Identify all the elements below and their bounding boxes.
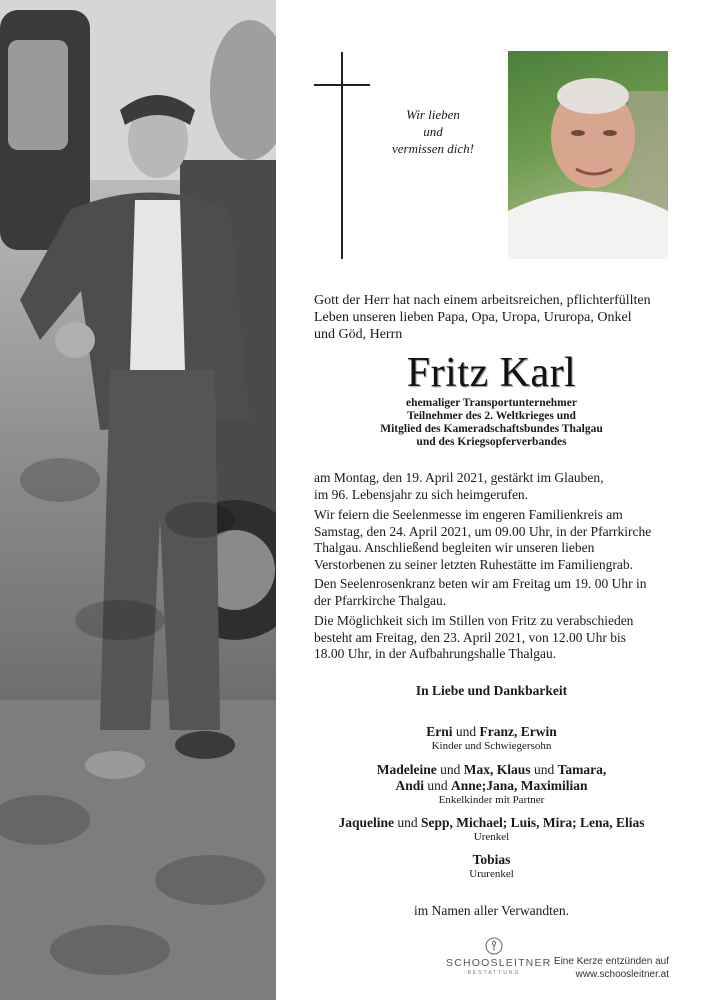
family-names: Andi [395, 778, 424, 793]
death-notice [314, 470, 669, 503]
family-caption: Ururenkel [469, 868, 514, 880]
family-caption: Kinder und Schwiegersohn [431, 740, 552, 752]
family-names: Tamara, [557, 762, 607, 777]
quote-line: und [423, 124, 443, 139]
quote-line: vermissen dich! [392, 141, 474, 156]
mass-line: Verstorbenen zu seiner letzten Ruhestätte im Familiengrab. [314, 556, 634, 572]
mass-line: Wir feiern die Seelenmesse im engeren Familienkreis am [314, 507, 623, 522]
family-group-great-grandchildren [310, 815, 673, 844]
farewell-line: besteht am Freitag, den 23. April 2021, von 12.00 Uhr bis [314, 629, 626, 645]
rosary-notice [314, 576, 669, 609]
family-names: Sepp, Michael; Luis, Mira; Lena, Elias [421, 815, 645, 830]
family-connector: und [530, 762, 558, 777]
family-group-grandchildren [310, 762, 673, 807]
mass-line: Thalgau. Anschließend begleiten wir unseren lieben [314, 540, 595, 555]
role-line: Mitglied des Kameradschaftsbundes Thalgau [380, 423, 603, 435]
family-names: Tobias [472, 852, 511, 867]
farewell-line: Die Möglichkeit sich im Stillen von Fritz zu verabschieden [314, 613, 634, 628]
family-connector: und [424, 778, 451, 793]
family-names: Jaqueline [338, 815, 394, 830]
farewell-notice [314, 613, 669, 663]
intro-line: Leben unseren lieben Papa, Opa, Uropa, Ururopa, Onkel [314, 310, 632, 325]
quote-line: Wir lieben [406, 107, 460, 122]
candle-link[interactable] [552, 955, 669, 981]
family-group-children [310, 724, 673, 753]
logo-brand: SCHOOSLEITNER [446, 957, 552, 969]
deceased-name: Fritz Karl [406, 350, 577, 396]
memorial-quote [378, 106, 488, 157]
death-line: am Montag, den 19. April 2021, gestärkt im Glauben, [314, 470, 604, 485]
role-line: ehemaliger Transportunternehmer [406, 397, 577, 409]
role-line: Teilnehmer des 2. Weltkrieges und [407, 410, 576, 422]
cross-icon-bar [314, 84, 370, 86]
rosary-line: Den Seelenrosenkranz beten wir am Freitag um 19. 00 Uhr in [314, 576, 647, 591]
family-connector: und [452, 724, 480, 739]
role-line: und des Kriegsopferverbandes [416, 436, 567, 448]
rose-icon [485, 937, 503, 955]
farewell-line: 18.00 Uhr, in der Aufbahrungshalle Thalgau. [314, 646, 557, 661]
thanks-heading: In Liebe und Dankbarkeit [415, 683, 568, 698]
family-names: Max, Klaus [463, 762, 531, 777]
family-names: Franz, Erwin [479, 724, 557, 739]
rosary-line: der Pfarrkirche Thalgau. [314, 592, 447, 608]
intro-line: Gott der Herr hat nach einem arbeitsreichen, pflichterfüllten [314, 293, 651, 308]
family-names: Anne;Jana, Maximilian [451, 778, 588, 793]
logo-subtitle: BESTATTUNG [467, 970, 521, 976]
family-names: Erni [426, 724, 453, 739]
mass-notice [314, 507, 669, 573]
mass-line: Samstag, den 24. April 2021, um 09.00 Uhr, in der Pfarrkirche [314, 523, 652, 539]
family-caption: Urenkel [473, 831, 510, 843]
intro-text [314, 292, 669, 343]
deceased-roles [314, 397, 669, 449]
candle-text: Eine Kerze entzünden auf [553, 956, 669, 967]
funeral-home-logo [446, 937, 552, 976]
closing-line: im Namen aller Verwandten. [414, 903, 569, 918]
memorial-photo-young [0, 0, 276, 1000]
family-caption: Enkelkinder mit Partner [438, 794, 545, 806]
intro-line: und Göd, Herrn [314, 327, 403, 342]
memorial-photo-old [508, 51, 668, 259]
family-names: Madeleine [376, 762, 437, 777]
family-connector: und [436, 762, 464, 777]
candle-url[interactable]: www.schoosleitner.at [575, 969, 669, 980]
death-line: im 96. Lebensjahr zu sich heimgerufen. [314, 486, 529, 502]
family-connector: und [394, 815, 421, 830]
family-group-great-great [310, 852, 673, 881]
